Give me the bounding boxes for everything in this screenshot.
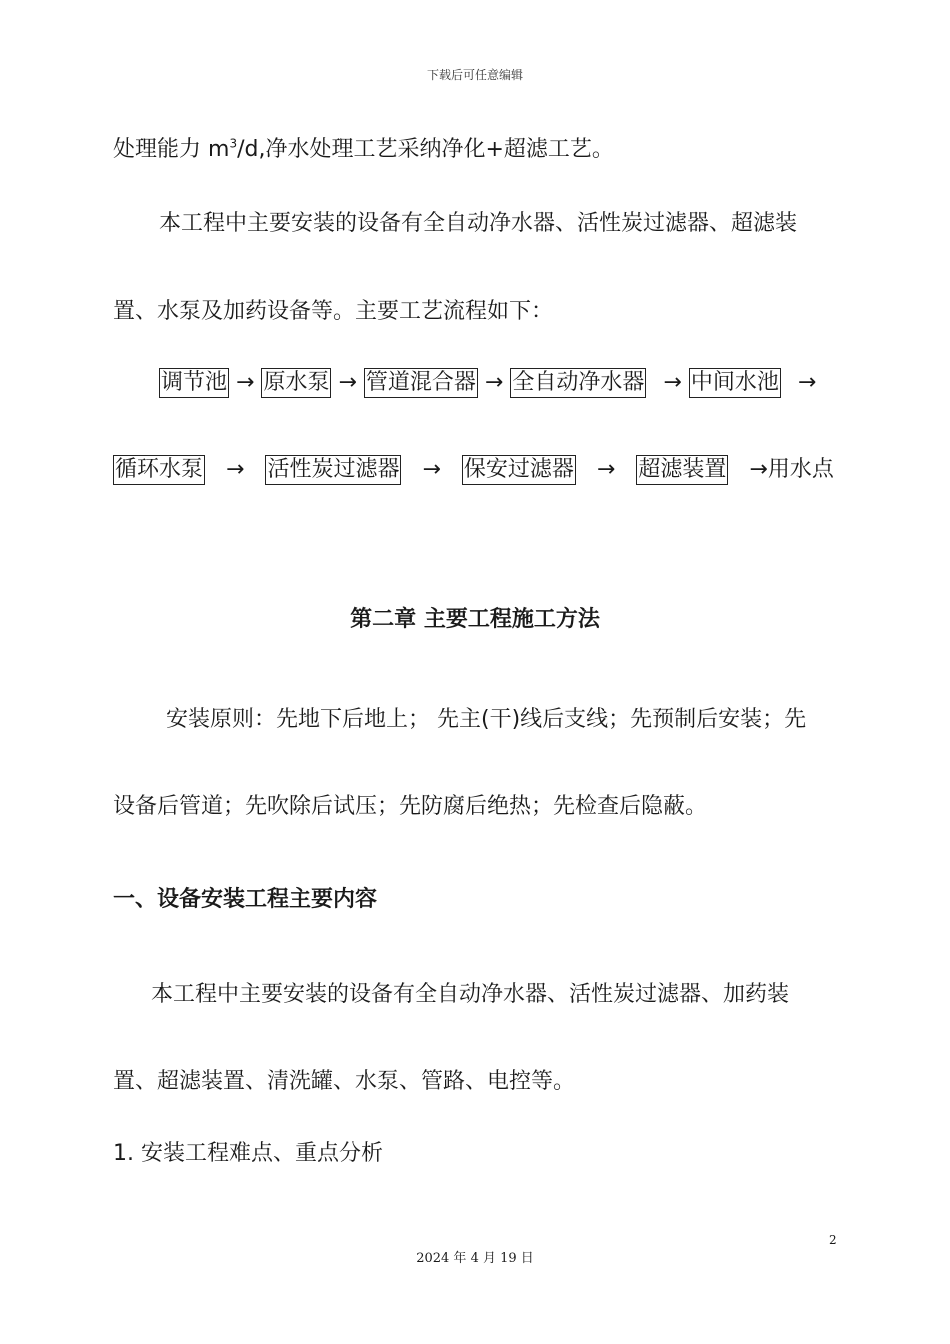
flow-arrow: → — [596, 457, 616, 482]
process-flow-row-2 — [113, 455, 834, 485]
flow-arrow: → — [663, 370, 682, 395]
paragraph-capacity — [113, 135, 614, 165]
list-item-1: 1. 安装工程难点、重点分析 — [113, 1141, 383, 1166]
flow-arrow: → — [226, 457, 245, 482]
paragraph-install-line1: 本工程中主要安装的设备有全自动净水器、活性炭过滤器、加药装 — [151, 982, 790, 1007]
flow-box-ultrafiltration: 超滤装置 — [636, 455, 728, 485]
flow-arrow: → — [338, 370, 357, 395]
page-footer-date: 2024 年 4 月 19 日 — [416, 1251, 534, 1266]
flow-box-carbon-filter: 活性炭过滤器 — [265, 455, 401, 485]
page-header: 下载后可任意编辑 — [426, 68, 523, 82]
flow-arrow: → — [422, 457, 441, 482]
paragraph-equipment-line1: 本工程中主要安装的设备有全自动净水器、活性炭过滤器、超滤装 — [159, 211, 798, 236]
paragraph-equipment-line2: 置、水泵及加药设备等。主要工艺流程如下： — [113, 299, 554, 324]
flow-box-security-filter: 保安过滤器 — [462, 455, 576, 485]
page-number: 2 — [829, 1233, 837, 1247]
flow-arrow: → — [749, 457, 768, 482]
flow-end-point: 用水点 — [767, 457, 834, 482]
flow-box-middle-pool: 中间水池 — [689, 368, 781, 398]
process-flow-row-1 — [159, 368, 816, 398]
flow-box-pipe-mixer: 管道混合器 — [364, 368, 478, 398]
capacity-text-before: 处理能力 m — [113, 137, 230, 162]
flow-arrow: → — [236, 370, 255, 395]
section-1-title: 一、设备安装工程主要内容 — [113, 887, 378, 912]
flow-arrow: → — [484, 370, 504, 395]
principles-line2: 设备后管道；先吹除后试压；先防腐后绝热；先检查后隐蔽。 — [113, 794, 708, 819]
capacity-text-after: /d,净水处理工艺采纳净化+超滤工艺。 — [237, 137, 614, 162]
flow-arrow: → — [797, 370, 817, 395]
flow-box-auto-purifier: 全自动净水器 — [510, 368, 646, 398]
capacity-superscript: 3 — [229, 136, 238, 151]
flow-box-regulating-tank: 调节池 — [159, 368, 229, 398]
chapter-title: 第二章 主要工程施工方法 — [350, 607, 600, 632]
flow-box-raw-water-pump: 原水泵 — [261, 368, 331, 398]
principles-line1: 安装原则：先地下后地上； 先主(干)线后支线；先预制后安装；先 — [166, 707, 807, 732]
flow-box-circulating-pump: 循环水泵 — [113, 455, 205, 485]
paragraph-install-line2: 置、超滤装置、清洗罐、水泵、管路、电控等。 — [113, 1069, 576, 1094]
